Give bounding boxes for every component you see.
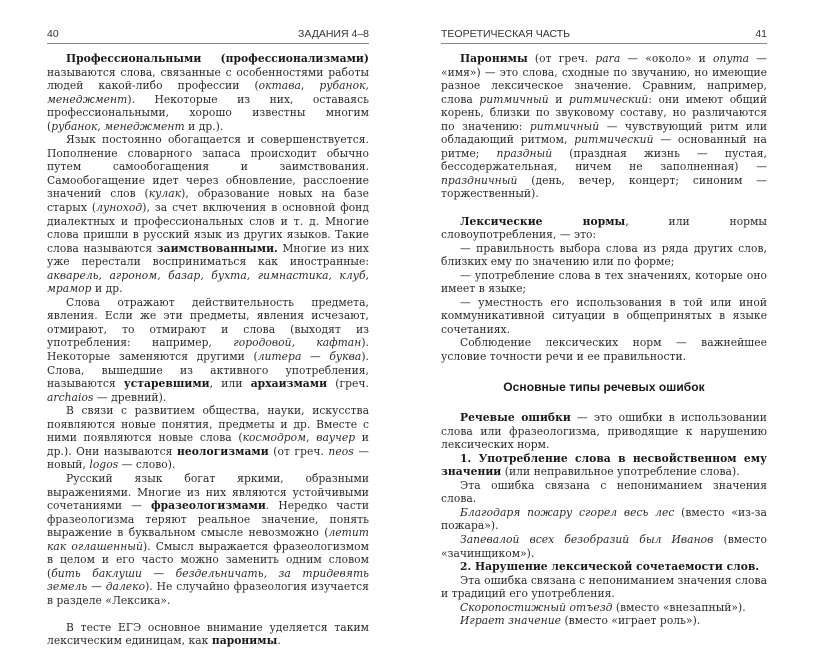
example: акварель, агроном, базар, бухта, гимнастика, клуб, мрамор bbox=[47, 268, 369, 296]
example: neos bbox=[328, 444, 354, 458]
paragraph-norms-importance: Соблюдение лексических норм — важнейшее условие точности речи и ее правильности. bbox=[441, 336, 767, 363]
text: , bbox=[365, 79, 369, 93]
text: ). Слова, вышедшие из активного употребления, называются bbox=[47, 350, 369, 391]
paragraph-ege-paronyms bbox=[47, 621, 369, 648]
text: (вместо «внезапный»). bbox=[612, 600, 746, 614]
example: Благодаря пожару сгорел весь лес bbox=[460, 505, 675, 519]
text: ), образование новых на базе старых ( bbox=[47, 187, 369, 215]
text: , bbox=[306, 431, 317, 445]
text: — новый, bbox=[47, 444, 369, 472]
example: ритмичный bbox=[479, 92, 549, 106]
running-header bbox=[441, 28, 767, 42]
text: В тесте ЕГЭ основное внимание уделяется таким лексическим единицам, как bbox=[47, 620, 369, 648]
spacer bbox=[47, 607, 369, 621]
term: Лексические нормы bbox=[460, 214, 626, 228]
example: литера — буква bbox=[257, 350, 362, 364]
example: рубанок bbox=[319, 79, 366, 93]
text: (вместо «играет роль»). bbox=[561, 614, 701, 628]
paragraph-borrowings bbox=[47, 133, 369, 296]
term: паронимы bbox=[211, 634, 278, 648]
text: ). Смысл выражается фразеологизмом в целом и его часто можно заменить одним словом ( bbox=[47, 539, 369, 580]
text: называются слова, связанные с особенностями работы людей какой-либо профессии ( bbox=[47, 65, 369, 93]
example: Запевалой всех безобразий был Иванов bbox=[460, 533, 714, 546]
running-head-title: ТЕОРЕТИЧЕСКАЯ ЧАСТЬ bbox=[441, 28, 571, 40]
example: Играет значение bbox=[460, 614, 562, 628]
text: ). Некоторые из них, оставаясь профессиональными, хорошо известны многим ( bbox=[47, 92, 369, 133]
right-page bbox=[441, 0, 767, 629]
left-page bbox=[47, 0, 369, 648]
page-number: 41 bbox=[755, 28, 767, 40]
example-line bbox=[441, 601, 767, 615]
term: заимствованными. bbox=[156, 241, 278, 255]
term: Паронимы bbox=[460, 52, 528, 65]
section-heading: Основные типы речевых ошибок bbox=[503, 379, 705, 394]
error-type-2 bbox=[441, 560, 767, 574]
page-body bbox=[47, 52, 369, 648]
example: городовой, кафтан bbox=[233, 336, 362, 350]
text: и bbox=[548, 92, 570, 106]
text: — «имя») — это слова, сходные по звучанию, но имеющие разное лексическое значение. Сравним, например, слова bbox=[441, 52, 767, 106]
spacer bbox=[441, 394, 767, 411]
list-item: — уместность его использования в той или иной коммуникативной ситуации в общепринятых в языке сочетаниях. bbox=[441, 295, 767, 336]
spacer bbox=[441, 364, 767, 381]
paragraph-neologisms bbox=[47, 404, 369, 472]
text: Слова отражают действительность предмета, явления. Если же эти предметы, явления исчезают, отмирают, то отмирают и слова (выходят из употребления: например, bbox=[47, 295, 369, 350]
example: октава bbox=[258, 79, 301, 93]
example: менеджмент bbox=[47, 92, 128, 106]
text: (вместо «зачинщиком»). bbox=[441, 533, 767, 560]
text: ). Не случайно фразеология изучается в разделе «Лексика». bbox=[47, 580, 369, 607]
page-body bbox=[441, 52, 767, 628]
text: В связи с развитием общества, науки, искусства появляются новые понятия, предметы и др. Вместе с ними появляются новые слова ( bbox=[47, 404, 369, 445]
text: (от греч. bbox=[268, 444, 329, 458]
example: logos bbox=[89, 458, 119, 472]
example-line bbox=[441, 533, 767, 560]
text: Язык постоянно обогащается и совершенствуется. Пополнение словарного запаса происходит обычно путем самообогащения и заимствования. Самообогащение идет через обновление, расслоение значений слов ( bbox=[47, 133, 369, 201]
term: неологизмами bbox=[177, 444, 269, 458]
spacer bbox=[441, 201, 767, 215]
error-type-title: 2. Нарушение лексической сочетаемости слов. bbox=[460, 560, 760, 574]
example: менеджмент bbox=[104, 119, 185, 133]
example-line bbox=[441, 614, 767, 628]
text: — основанный на ритме; bbox=[441, 133, 767, 160]
text: — слово). bbox=[118, 458, 176, 472]
term: архаизмами bbox=[250, 377, 328, 391]
text: и др.). bbox=[184, 119, 224, 133]
paragraph-phraseologisms bbox=[47, 472, 369, 607]
paragraph-professionalisms bbox=[47, 52, 369, 133]
text: (или неправильное употребление слова). bbox=[501, 465, 740, 479]
example: бить баклуши — бездельничать, за тридевять земель — далеко bbox=[47, 566, 369, 594]
paragraph-explanation: Эта ошибка связана с непониманием значения слова. bbox=[441, 478, 767, 506]
example: праздничный bbox=[441, 173, 518, 187]
term: Речевые ошибки bbox=[460, 411, 571, 425]
text: — это ошибки в использовании слова или фразеологизма, приводящие к нарушению лексических норм. bbox=[441, 411, 767, 452]
term: устаревшими bbox=[123, 377, 210, 391]
header-rule bbox=[47, 43, 369, 44]
example: праздный bbox=[496, 146, 553, 160]
text: (день, вечер, концерт; синоним — торжественный). bbox=[441, 173, 767, 201]
paragraph-explanation: Эта ошибка связана с непониманием значения слова и традиций его употребления. bbox=[441, 573, 767, 601]
text: Многие из них уже перестали восприниматься как иностранные: bbox=[47, 241, 369, 269]
example: ваучер bbox=[316, 431, 356, 445]
list-item: — правильность выбора слова из ряда других слов, близких ему по значению или по форме; bbox=[441, 241, 767, 269]
text: : они имеют общий корень, близки по звуковому составу, но различаются по значению: bbox=[441, 92, 767, 133]
text: — чувствующий ритм или обладающий ритмом, bbox=[441, 119, 767, 147]
text: , или bbox=[209, 377, 251, 391]
example: Скоропостижный отъезд bbox=[460, 600, 613, 614]
example: кулак bbox=[148, 187, 182, 201]
text: . bbox=[277, 634, 281, 648]
paragraph-speech-errors bbox=[441, 411, 767, 452]
running-header bbox=[47, 28, 369, 42]
text: — древний). bbox=[93, 390, 167, 404]
example: onyma bbox=[712, 52, 750, 65]
page-number: 40 bbox=[47, 28, 59, 40]
text: , bbox=[97, 119, 105, 133]
text: , bbox=[300, 79, 320, 93]
term: фразеологизмами bbox=[150, 499, 266, 513]
paragraph-archaisms bbox=[47, 296, 369, 404]
example-line bbox=[441, 506, 767, 533]
example: ритмический bbox=[574, 133, 654, 147]
text: Русский язык богат яркими, образными выражениями. Многие из них являются устойчивыми сочетаниями — bbox=[47, 471, 369, 513]
example: ритмичный bbox=[529, 119, 600, 133]
text: (от греч. bbox=[527, 52, 596, 65]
text: (вместо «из-за пожара»). bbox=[441, 505, 767, 533]
text: , или нормы словоупотребления, — это: bbox=[441, 214, 767, 242]
text: ). Некоторые заменяются другими ( bbox=[47, 336, 369, 364]
example: летит как оглашенный bbox=[47, 526, 369, 553]
text: (греч. bbox=[327, 377, 369, 391]
paragraph-lexical-norms bbox=[441, 215, 767, 242]
example: para bbox=[595, 52, 621, 65]
header-rule bbox=[441, 43, 767, 44]
text: и др.). Они называются bbox=[47, 431, 369, 458]
paragraph-paronyms bbox=[441, 52, 767, 201]
example: рубанок bbox=[51, 119, 98, 133]
example: ритмический bbox=[569, 92, 649, 106]
error-type-1 bbox=[441, 452, 767, 479]
text: — «около» и bbox=[620, 52, 713, 65]
example: archaios bbox=[47, 390, 94, 404]
running-head-title: ЗАДАНИЯ 4–8 bbox=[298, 28, 369, 40]
list-item: — употребление слова в тех значениях, которые оно имеет в языке; bbox=[441, 268, 767, 296]
error-type-title: 1. Употребление слова в несвойственном ему значении bbox=[441, 451, 767, 479]
text: . Нередко части фразеологизма теряют реальное значение, понять выражение в буквальном смысле невозможно ( bbox=[47, 499, 369, 540]
text: (праздная жизнь — пустая, бессодержательная, ничем не заполненная) — bbox=[441, 146, 767, 174]
example: луноход bbox=[96, 201, 143, 215]
text: ), за счет включения в основной фонд диалектных и профессиональных слов и т. д. Многие слова пришли в русский язык из других языков. Такие слова называются bbox=[47, 201, 369, 255]
term: Профессиональными (профессионализмами) bbox=[66, 52, 369, 65]
example: космодром bbox=[242, 431, 307, 445]
text: и др. bbox=[91, 282, 123, 296]
